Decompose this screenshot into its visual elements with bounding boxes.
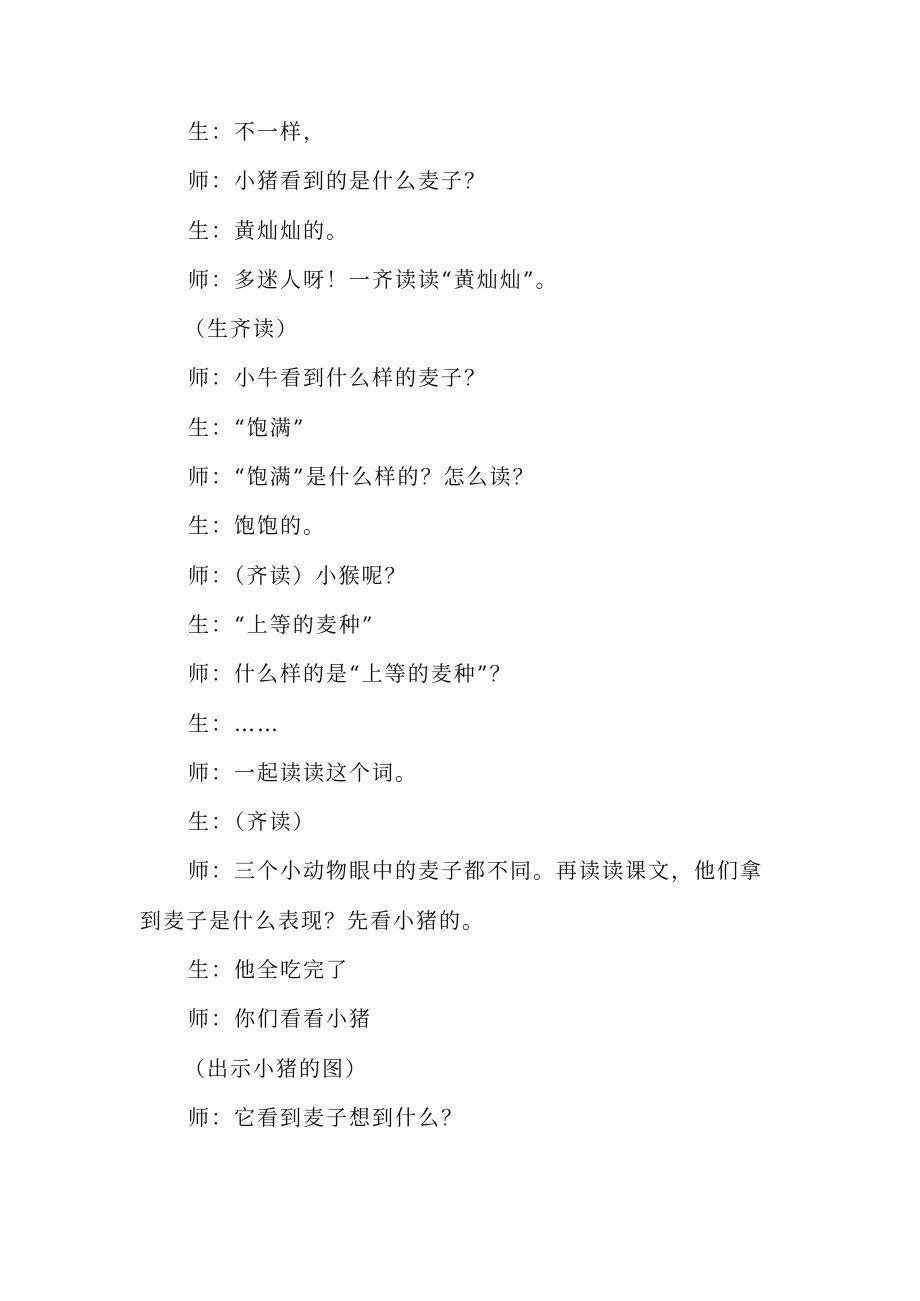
dialogue-line: 生：…… <box>188 711 280 736</box>
dialogue-line: 生：饱饱的。 <box>188 514 326 539</box>
dialogue-line: 师：一起读读这个词。 <box>188 760 418 785</box>
dialogue-line: 师：（齐读）小猴呢？ <box>188 563 408 588</box>
stage-direction: （生齐读） <box>184 317 299 342</box>
dialogue-line: 生：他全吃完了 <box>188 958 349 983</box>
dialogue-line-continuation: 到麦子是什么表现？先看小猪的。 <box>140 908 485 933</box>
stage-direction: （出示小猪的图） <box>184 1056 368 1081</box>
dialogue-text <box>140 108 780 1143</box>
dialogue-line: 师：你们看看小猪 <box>188 1007 372 1032</box>
dialogue-line: 生：（齐读） <box>188 810 316 835</box>
dialogue-line: 师：多迷人呀！一齐读读“黄灿灿”。 <box>188 267 559 292</box>
dialogue-line: 师：它看到麦子想到什么？ <box>188 1105 464 1130</box>
dialogue-line: 师：“饱满”是什么样的？怎么读？ <box>188 465 536 490</box>
dialogue-line: 师：三个小动物眼中的麦子都不同。再读读课文，他们拿 <box>188 859 763 884</box>
dialogue-line: 生：黄灿灿的。 <box>188 218 349 243</box>
dialogue-line: 师：小猪看到的是什么麦子？ <box>188 169 487 194</box>
dialogue-line: 生：“饱满” <box>188 415 306 440</box>
dialogue-line: 师：什么样的是“上等的麦种”？ <box>188 662 513 687</box>
dialogue-line: 师：小牛看到什么样的麦子？ <box>188 366 487 391</box>
dialogue-line: 生：“上等的麦种” <box>188 612 375 637</box>
dialogue-line: 生：不一样， <box>188 120 326 144</box>
